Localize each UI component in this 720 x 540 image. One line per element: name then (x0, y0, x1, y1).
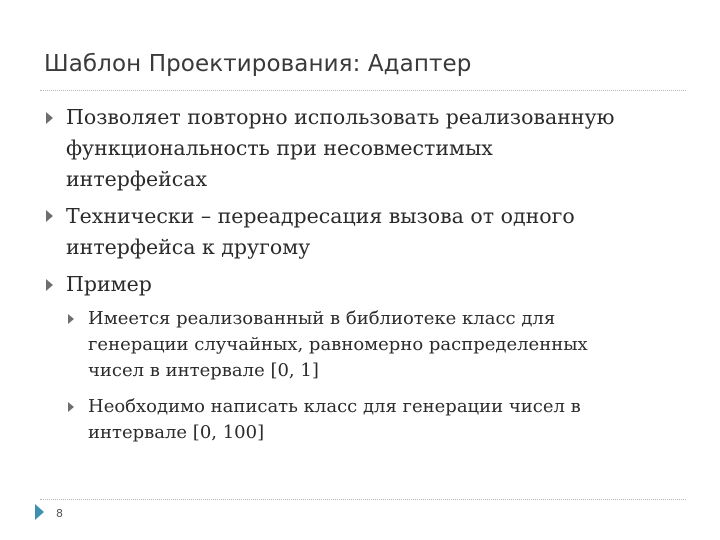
sub-bullet-marker-icon (68, 402, 74, 412)
sub-bullet-text-line: интервале [0, 100] (88, 422, 265, 443)
sub-bullet-item (88, 306, 688, 384)
bullet-text-line: Пример (66, 272, 152, 296)
bullet-text-line: Позволяет повторно использовать реализованную (66, 105, 615, 129)
bullet-marker-icon (46, 279, 53, 291)
footer-divider (40, 499, 686, 500)
page-number: 8 (56, 507, 63, 520)
footer-marker-icon (35, 504, 44, 520)
bullet-item (66, 269, 686, 300)
bullet-text-line: интерфейсах (66, 167, 208, 191)
bullet-item (66, 102, 686, 195)
bullet-item (66, 201, 686, 263)
bullet-text-line: функциональность при несовместимых (66, 136, 493, 160)
sub-bullet-item (88, 394, 688, 446)
title-divider (40, 90, 686, 91)
bullet-marker-icon (46, 210, 53, 222)
sub-bullet-text-line: генерации случайных, равномерно распределенных (88, 334, 588, 355)
slide-title: Шаблон Проектирования: Адаптер (44, 51, 472, 77)
sub-bullet-marker-icon (68, 314, 74, 324)
bullet-text-line: Технически – переадресация вызова от одного (66, 204, 575, 228)
sub-bullet-text-line: чисел в интервале [0, 1] (88, 360, 319, 381)
sub-bullet-text-line: Имеется реализованный в библиотеке класс для (88, 308, 556, 329)
bullet-text-line: интерфейса к другому (66, 235, 311, 259)
bullet-marker-icon (46, 112, 53, 124)
sub-bullet-text-line: Необходимо написать класс для генерации чисел в (88, 396, 581, 417)
